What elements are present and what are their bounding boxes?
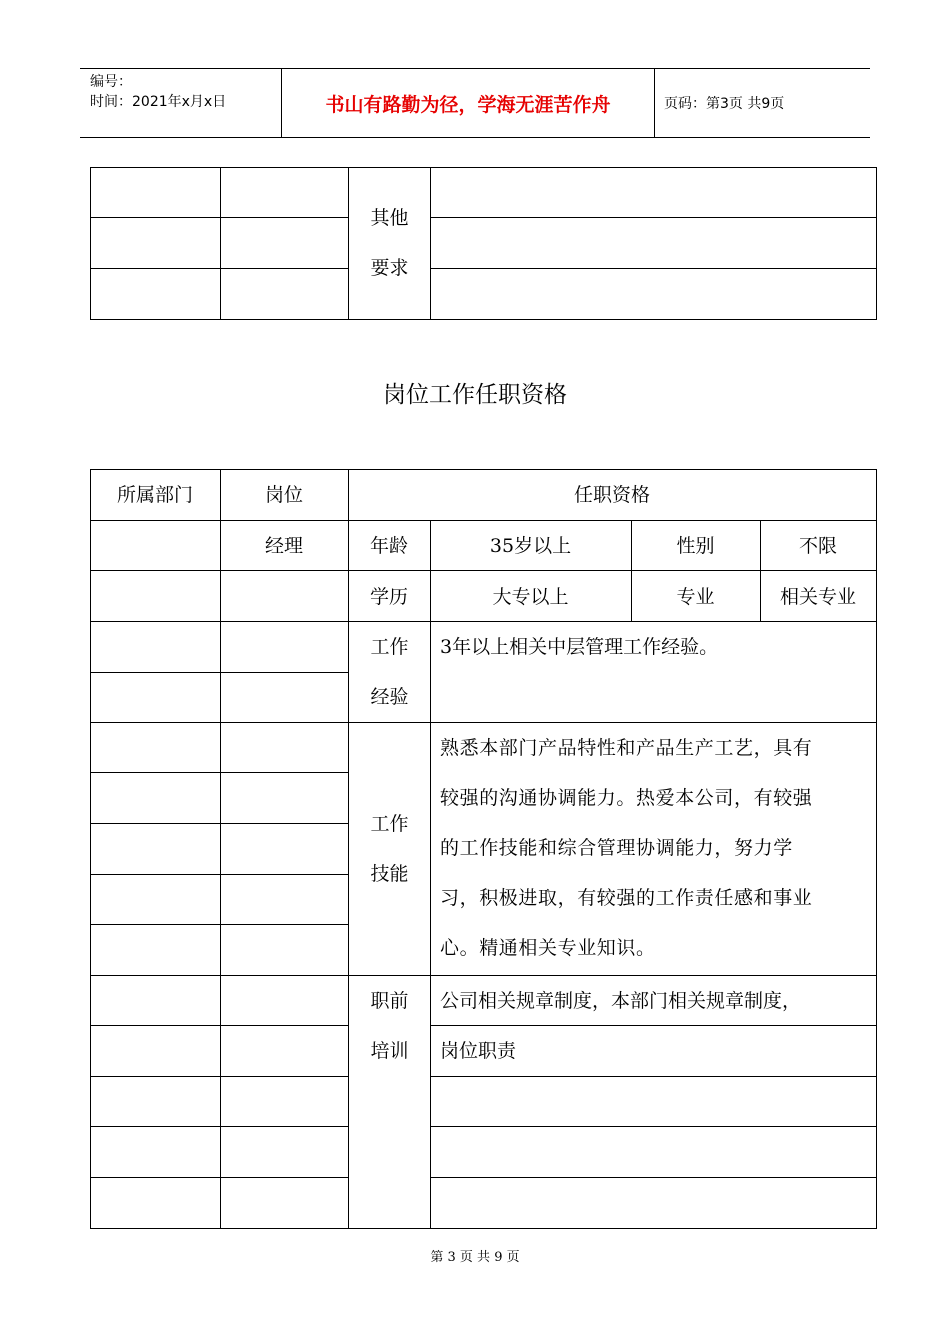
training-line: 岗位职责: [440, 1040, 517, 1062]
header-divider: [654, 69, 655, 137]
skills-line: 的工作技能和综合管理协调能力，努力学: [440, 837, 793, 859]
age-value: 35岁以上: [489, 535, 572, 557]
skills-line: 熟悉本部门产品特性和产品生产工艺，具有: [440, 737, 813, 759]
page-footer: 第 3 页 共 9 页: [430, 1250, 520, 1265]
skills-line: 心。精通相关专业知识。: [440, 937, 656, 959]
header-motto: 书山有路勤为径，学海无涯苦作舟: [325, 93, 611, 116]
skills-label: 工作 技能: [370, 813, 409, 885]
skills-text: [440, 723, 812, 973]
experience-label: 工作 经验: [370, 636, 409, 708]
header-department: 所属部门: [116, 484, 193, 506]
header-qualification: 任职资格: [573, 484, 650, 506]
age-label: 年龄: [369, 535, 408, 557]
header-meta: [90, 72, 226, 112]
gender-label: 性别: [676, 535, 715, 557]
document-number-label: 编号：: [90, 74, 132, 90]
major-value: 相关专业: [779, 586, 856, 608]
gender-value: 不限: [798, 535, 837, 557]
education-label: 学历: [369, 586, 408, 608]
training-text: [440, 976, 801, 1076]
section-title: 岗位工作任职资格: [383, 382, 567, 408]
other-requirements-label: 其他 要求: [370, 207, 409, 279]
header-page-info: 页码：第3页 共9页: [664, 96, 785, 112]
header-position: 岗位: [264, 484, 303, 506]
education-value: 大专以上: [492, 586, 569, 608]
major-label: 专业: [676, 586, 715, 608]
training-label: 职前 培训: [370, 990, 409, 1062]
page-header: [80, 68, 870, 138]
skills-line: 习，积极进取，有较强的工作责任感和事业: [440, 887, 813, 909]
document-time-label: 时间：2021年x月x日: [90, 94, 227, 110]
position-value: 经理: [264, 535, 303, 557]
training-line: 公司相关规章制度，本部门相关规章制度，: [440, 990, 802, 1012]
experience-text: 3年以上相关中层管理工作经验。: [440, 636, 719, 658]
skills-line: 较强的沟通协调能力。热爱本公司，有较强: [440, 787, 813, 809]
